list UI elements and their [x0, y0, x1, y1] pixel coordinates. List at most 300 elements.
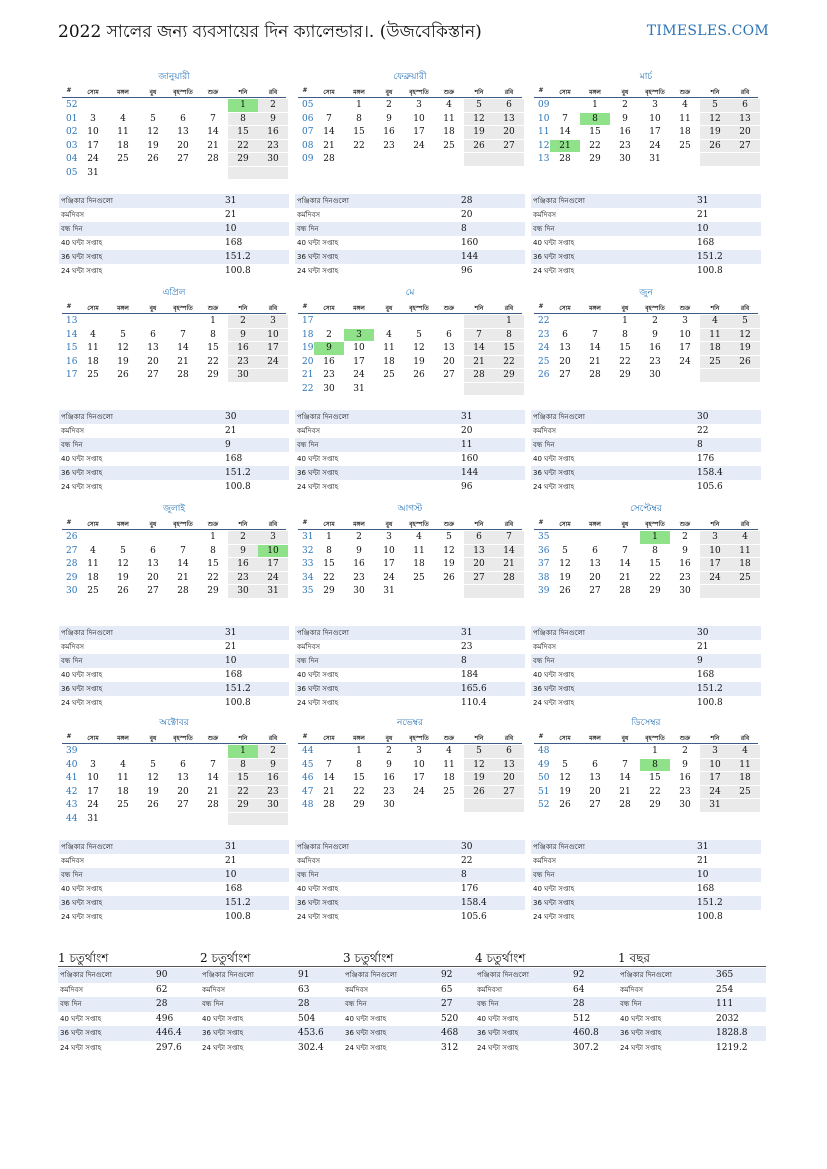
day-cell[interactable]: 3	[258, 315, 288, 328]
day-cell[interactable]: 19	[117, 356, 129, 367]
day-cell[interactable]: 22	[589, 140, 601, 151]
day-cell[interactable]: 29	[494, 369, 524, 382]
day-cell[interactable]: 11	[413, 545, 425, 556]
day-cell[interactable]: 23	[228, 572, 258, 585]
day-cell[interactable]: 18	[443, 127, 455, 137]
day-cell[interactable]: 21	[177, 572, 189, 583]
day-cell[interactable]: 1	[622, 316, 628, 326]
day-cell[interactable]: 17	[679, 343, 691, 353]
day-cell[interactable]: 28	[494, 572, 524, 585]
day-cell[interactable]: 20	[177, 140, 189, 151]
day-cell[interactable]: 7	[592, 329, 598, 340]
day-cell[interactable]: 12	[464, 113, 494, 126]
day-cell[interactable]: 24	[649, 140, 661, 151]
day-cell[interactable]: 25	[383, 370, 395, 380]
day-cell[interactable]: 22	[494, 356, 524, 369]
day-cell[interactable]: 24	[258, 356, 288, 369]
day-cell[interactable]: 17	[700, 558, 730, 571]
day-cell[interactable]: 28	[207, 154, 219, 164]
day-cell[interactable]: 18	[117, 140, 129, 151]
day-cell[interactable]: 12	[147, 127, 159, 137]
day-cell[interactable]: 14	[589, 343, 601, 353]
day-cell[interactable]: 11	[87, 343, 99, 353]
day-cell[interactable]: 7	[494, 531, 524, 544]
day-cell[interactable]: 27	[559, 370, 571, 380]
day-cell[interactable]: 26	[117, 586, 129, 596]
day-cell[interactable]: 31	[383, 586, 395, 596]
day-cell[interactable]: 25	[679, 140, 691, 151]
day-cell[interactable]: 8	[652, 545, 658, 556]
day-cell[interactable]: 26	[700, 140, 730, 153]
day-cell[interactable]: 5	[150, 113, 156, 124]
day-cell[interactable]: 16	[228, 558, 258, 571]
day-cell[interactable]: 20	[494, 126, 524, 139]
day-cell[interactable]: 18	[443, 773, 455, 783]
day-cell[interactable]: 28	[619, 586, 631, 596]
day-cell[interactable]: 23	[258, 786, 288, 799]
day-cell[interactable]: 2	[682, 532, 688, 542]
day-cell[interactable]: 30	[228, 585, 258, 598]
day-cell[interactable]: 9	[386, 759, 392, 770]
day-cell[interactable]: 23	[258, 140, 288, 153]
day-cell[interactable]: 24	[87, 800, 99, 810]
day-cell[interactable]: 22	[353, 786, 365, 797]
day-cell[interactable]: 4	[446, 746, 452, 756]
day-cell[interactable]: 14	[207, 127, 219, 137]
day-cell[interactable]: 14	[207, 773, 219, 783]
day-cell[interactable]: 30	[679, 586, 691, 596]
day-cell[interactable]: 8	[622, 329, 628, 340]
day-cell[interactable]: 25	[87, 586, 99, 596]
day-cell[interactable]: 5	[150, 759, 156, 770]
day-cell[interactable]: 21	[619, 786, 631, 797]
day-cell[interactable]: 16	[323, 356, 335, 367]
day-cell[interactable]: 10	[383, 545, 395, 556]
day-cell[interactable]: 27	[147, 370, 159, 380]
day-cell[interactable]: 30	[619, 154, 631, 164]
day-cell[interactable]: 23	[383, 786, 395, 797]
day-cell[interactable]: 13	[559, 343, 571, 353]
day-cell[interactable]: 8	[228, 759, 258, 772]
day-cell[interactable]: 3	[416, 100, 422, 110]
day-cell[interactable]: 4	[120, 759, 126, 770]
day-cell[interactable]: 24	[413, 786, 425, 797]
day-cell[interactable]: 13	[589, 559, 601, 569]
day-cell[interactable]: 28	[207, 800, 219, 810]
day-cell[interactable]: 12	[413, 343, 425, 353]
day-cell[interactable]: 21	[494, 558, 524, 571]
day-cell[interactable]: 2	[258, 99, 288, 112]
day-cell[interactable]: 25	[730, 786, 760, 799]
day-cell[interactable]: 20	[494, 772, 524, 785]
day-cell[interactable]: 10	[87, 773, 99, 783]
day-cell[interactable]: 30	[258, 799, 288, 812]
day-cell[interactable]: 27	[464, 572, 494, 585]
day-cell[interactable]: 22	[228, 786, 258, 799]
day-cell[interactable]: 18	[383, 356, 395, 367]
day-cell[interactable]: 6	[562, 329, 568, 340]
day-cell[interactable]: 30	[383, 800, 395, 810]
day-cell[interactable]: 31	[700, 799, 730, 812]
day-cell[interactable]: 13	[494, 113, 524, 126]
day-cell[interactable]: 7	[464, 329, 494, 342]
day-cell[interactable]: 19	[730, 342, 760, 355]
day-cell[interactable]: 12	[559, 559, 571, 569]
day-cell[interactable]: 23	[383, 140, 395, 151]
day-cell[interactable]: 15	[228, 772, 258, 785]
day-cell[interactable]: 5	[730, 315, 760, 328]
day-cell[interactable]: 3	[652, 100, 658, 110]
day-cell[interactable]: 1	[652, 746, 658, 756]
day-cell[interactable]: 10	[649, 113, 661, 124]
day-cell[interactable]: 17	[383, 559, 395, 569]
day-cell[interactable]: 26	[730, 356, 760, 369]
day-cell[interactable]: 6	[494, 745, 524, 758]
day-cell[interactable]: 15	[228, 126, 258, 139]
day-cell[interactable]: 6	[494, 99, 524, 112]
day-cell[interactable]: 1	[356, 100, 362, 110]
day-cell[interactable]: 26	[117, 370, 129, 380]
day-cell[interactable]: 3	[90, 759, 96, 770]
day-cell[interactable]: 2	[228, 315, 258, 328]
day-cell[interactable]: 18	[730, 558, 760, 571]
day-cell[interactable]: 11	[117, 773, 129, 783]
day-cell[interactable]: 17	[258, 342, 288, 355]
day-cell[interactable]: 7	[326, 113, 332, 124]
day-cell[interactable]: 22	[207, 356, 219, 367]
day-cell[interactable]: 4	[90, 545, 96, 556]
day-cell[interactable]: 9	[622, 113, 628, 124]
day-cell[interactable]: 14	[559, 127, 571, 137]
day-cell[interactable]: 20	[730, 126, 760, 139]
day-cell[interactable]: 16	[383, 127, 395, 137]
day-cell[interactable]: 16	[383, 773, 395, 783]
day-cell[interactable]: 5	[464, 745, 494, 758]
day-cell[interactable]: 23	[228, 356, 258, 369]
day-cell[interactable]: 21	[619, 572, 631, 583]
day-cell[interactable]: 12	[700, 113, 730, 126]
day-cell[interactable]: 1	[592, 100, 598, 110]
day-cell[interactable]: 26	[464, 140, 494, 153]
day-cell[interactable]: 11	[700, 329, 730, 342]
day-cell[interactable]: 10	[413, 759, 425, 770]
day-cell[interactable]: 4	[700, 315, 730, 328]
day-cell[interactable]: 19	[559, 572, 571, 583]
day-cell[interactable]: 21	[589, 356, 601, 367]
day-cell[interactable]: 28	[177, 586, 189, 596]
day-cell[interactable]: 13	[464, 545, 494, 558]
day-cell[interactable]: 12	[730, 329, 760, 342]
day-cell[interactable]: 10	[258, 545, 288, 558]
day-cell[interactable]: 7	[326, 759, 332, 770]
day-cell[interactable]: 8	[356, 759, 362, 770]
day-cell[interactable]: 6	[180, 759, 186, 770]
day-cell[interactable]: 14	[177, 343, 189, 353]
day-cell[interactable]: 24	[353, 370, 365, 380]
day-cell[interactable]: 16	[619, 127, 631, 137]
day-cell[interactable]: 31	[87, 813, 99, 824]
day-cell[interactable]: 13	[177, 773, 189, 783]
day-cell[interactable]: 17	[700, 772, 730, 785]
day-cell[interactable]: 18	[679, 127, 691, 137]
day-cell[interactable]: 18	[730, 772, 760, 785]
day-cell[interactable]: 17	[413, 773, 425, 783]
day-cell[interactable]: 27	[147, 586, 159, 596]
day-cell[interactable]: 18	[87, 572, 99, 583]
day-cell[interactable]: 26	[443, 572, 455, 583]
day-cell[interactable]: 8	[228, 113, 258, 126]
day-cell[interactable]: 2	[326, 329, 332, 340]
day-cell[interactable]: 17	[353, 356, 365, 367]
day-cell[interactable]: 14	[177, 559, 189, 569]
day-cell[interactable]: 18	[117, 786, 129, 797]
day-cell[interactable]: 10	[679, 329, 691, 340]
day-cell[interactable]: 20	[177, 786, 189, 797]
day-cell[interactable]: 20	[589, 572, 601, 583]
day-cell[interactable]: 24	[87, 154, 99, 164]
day-cell[interactable]: 29	[649, 586, 661, 596]
day-cell[interactable]: 5	[700, 99, 730, 112]
day-cell[interactable]: 6	[592, 545, 598, 556]
day-cell[interactable]: 23	[679, 572, 691, 583]
day-cell[interactable]: 2	[228, 531, 258, 544]
day-cell[interactable]: 15	[649, 773, 661, 783]
day-cell[interactable]: 3	[90, 113, 96, 124]
day-cell[interactable]: 1	[228, 745, 258, 758]
day-cell[interactable]: 6	[150, 329, 156, 340]
day-cell[interactable]: 20	[147, 572, 159, 583]
day-cell[interactable]: 23	[323, 370, 335, 380]
day-cell[interactable]: 8	[494, 329, 524, 342]
day-cell[interactable]: 24	[679, 356, 691, 367]
day-cell[interactable]: 4	[730, 745, 760, 758]
day-cell[interactable]: 27	[494, 786, 524, 799]
day-cell[interactable]: 27	[443, 370, 455, 380]
day-cell[interactable]: 6	[180, 113, 186, 124]
day-cell[interactable]: 28	[464, 369, 494, 382]
day-cell[interactable]: 8	[580, 113, 610, 126]
day-cell[interactable]: 6	[592, 759, 598, 770]
day-cell[interactable]: 21	[464, 356, 494, 369]
day-cell[interactable]: 7	[180, 329, 186, 340]
brand-logo-text[interactable]: TIMESLES.COM	[646, 23, 769, 39]
day-cell[interactable]: 15	[353, 773, 365, 783]
day-cell[interactable]: 6	[464, 531, 494, 544]
day-cell[interactable]: 11	[87, 559, 99, 569]
day-cell[interactable]: 25	[87, 370, 99, 380]
day-cell[interactable]: 9	[682, 759, 688, 770]
day-cell[interactable]: 15	[323, 559, 335, 569]
day-cell[interactable]: 27	[494, 140, 524, 153]
day-cell[interactable]: 18	[87, 356, 99, 367]
day-cell[interactable]: 4	[682, 100, 688, 110]
day-cell[interactable]: 2	[652, 316, 658, 326]
day-cell[interactable]: 11	[117, 127, 129, 137]
day-cell[interactable]: 20	[443, 356, 455, 367]
day-cell[interactable]: 1	[210, 316, 216, 326]
day-cell[interactable]: 27	[177, 800, 189, 810]
day-cell[interactable]: 25	[117, 154, 129, 164]
day-cell[interactable]: 15	[494, 342, 524, 355]
day-cell[interactable]: 2	[386, 100, 392, 110]
day-cell[interactable]: 19	[117, 572, 129, 583]
day-cell[interactable]: 3	[700, 745, 730, 758]
day-cell[interactable]: 14	[323, 773, 335, 783]
day-cell[interactable]: 14	[619, 559, 631, 569]
day-cell[interactable]: 29	[323, 586, 335, 596]
day-cell[interactable]: 10	[700, 759, 730, 772]
day-cell[interactable]: 15	[207, 559, 219, 569]
day-cell[interactable]: 22	[228, 140, 258, 153]
day-cell[interactable]: 13	[147, 559, 159, 569]
day-cell[interactable]: 23	[679, 786, 691, 797]
day-cell[interactable]: 5	[120, 545, 126, 556]
day-cell[interactable]: 31	[649, 154, 661, 164]
day-cell[interactable]: 25	[443, 786, 455, 797]
day-cell[interactable]: 20	[464, 558, 494, 571]
day-cell[interactable]: 8	[356, 113, 362, 124]
day-cell[interactable]: 17	[87, 786, 99, 797]
day-cell[interactable]: 9	[386, 113, 392, 124]
day-cell[interactable]: 4	[416, 532, 422, 542]
day-cell[interactable]: 29	[649, 800, 661, 810]
day-cell[interactable]: 24	[258, 572, 288, 585]
day-cell[interactable]: 19	[147, 786, 159, 797]
day-cell[interactable]: 16	[228, 342, 258, 355]
day-cell[interactable]: 1	[494, 315, 524, 328]
day-cell[interactable]: 8	[210, 545, 216, 556]
day-cell[interactable]: 16	[258, 126, 288, 139]
day-cell[interactable]: 4	[90, 329, 96, 340]
day-cell[interactable]: 6	[730, 99, 760, 112]
day-cell[interactable]: 12	[559, 773, 571, 783]
day-cell[interactable]: 3	[416, 746, 422, 756]
day-cell[interactable]: 14	[494, 545, 524, 558]
day-cell[interactable]: 17	[649, 127, 661, 137]
day-cell[interactable]: 12	[464, 759, 494, 772]
day-cell[interactable]: 3	[700, 531, 730, 544]
day-cell[interactable]: 22	[353, 140, 365, 151]
day-cell[interactable]: 27	[589, 800, 601, 810]
day-cell[interactable]: 19	[443, 559, 455, 569]
day-cell[interactable]: 4	[730, 531, 760, 544]
day-cell[interactable]: 16	[353, 559, 365, 569]
day-cell[interactable]: 15	[589, 127, 601, 137]
day-cell[interactable]: 20	[559, 356, 571, 367]
day-cell[interactable]: 26	[464, 786, 494, 799]
day-cell[interactable]: 19	[413, 356, 425, 367]
day-cell[interactable]: 1	[356, 746, 362, 756]
day-cell[interactable]: 12	[117, 559, 129, 569]
day-cell[interactable]: 9	[258, 113, 288, 126]
day-cell[interactable]: 2	[356, 532, 362, 542]
day-cell[interactable]: 1	[228, 99, 258, 112]
day-cell[interactable]: 4	[446, 100, 452, 110]
day-cell[interactable]: 24	[700, 572, 730, 585]
day-cell[interactable]: 14	[619, 773, 631, 783]
day-cell[interactable]: 26	[147, 800, 159, 810]
day-cell[interactable]: 13	[147, 343, 159, 353]
day-cell[interactable]: 29	[207, 370, 219, 380]
day-cell[interactable]: 3	[344, 329, 374, 342]
day-cell[interactable]: 21	[550, 140, 580, 153]
day-cell[interactable]: 24	[413, 140, 425, 151]
day-cell[interactable]: 23	[619, 140, 631, 151]
day-cell[interactable]: 13	[730, 113, 760, 126]
day-cell[interactable]: 27	[589, 586, 601, 596]
day-cell[interactable]: 11	[443, 113, 455, 124]
day-cell[interactable]: 5	[562, 759, 568, 770]
day-cell[interactable]: 22	[207, 572, 219, 583]
day-cell[interactable]: 9	[258, 759, 288, 772]
day-cell[interactable]: 5	[464, 99, 494, 112]
day-cell[interactable]: 25	[700, 356, 730, 369]
day-cell[interactable]: 25	[117, 800, 129, 810]
day-cell[interactable]: 31	[258, 585, 288, 598]
day-cell[interactable]: 22	[619, 356, 631, 367]
day-cell[interactable]: 29	[589, 154, 601, 164]
day-cell[interactable]: 20	[589, 786, 601, 797]
day-cell[interactable]: 1	[326, 532, 332, 542]
day-cell[interactable]: 5	[562, 545, 568, 556]
day-cell[interactable]: 21	[323, 140, 335, 151]
day-cell[interactable]: 17	[87, 140, 99, 151]
day-cell[interactable]: 11	[679, 113, 691, 124]
day-cell[interactable]: 28	[559, 154, 571, 164]
day-cell[interactable]: 28	[619, 800, 631, 810]
day-cell[interactable]: 21	[207, 140, 219, 151]
day-cell[interactable]: 10	[700, 545, 730, 558]
day-cell[interactable]: 18	[700, 342, 730, 355]
day-cell[interactable]: 24	[700, 786, 730, 799]
day-cell[interactable]: 7	[562, 113, 568, 124]
day-cell[interactable]: 15	[649, 559, 661, 569]
day-cell[interactable]: 3	[682, 316, 688, 326]
day-cell[interactable]: 17	[258, 558, 288, 571]
day-cell[interactable]: 5	[120, 329, 126, 340]
day-cell[interactable]: 7	[622, 759, 628, 770]
day-cell[interactable]: 3	[386, 532, 392, 542]
day-cell[interactable]: 9	[652, 329, 658, 340]
day-cell[interactable]: 22	[323, 572, 335, 583]
day-cell[interactable]: 12	[117, 343, 129, 353]
day-cell[interactable]: 30	[258, 153, 288, 166]
day-cell[interactable]: 9	[682, 545, 688, 556]
day-cell[interactable]: 9	[314, 342, 344, 355]
day-cell[interactable]: 14	[323, 127, 335, 137]
day-cell[interactable]: 26	[559, 800, 571, 810]
day-cell[interactable]: 25	[413, 572, 425, 583]
day-cell[interactable]: 29	[619, 370, 631, 380]
day-cell[interactable]: 27	[730, 140, 760, 153]
day-cell[interactable]: 25	[730, 572, 760, 585]
day-cell[interactable]: 13	[589, 773, 601, 783]
day-cell[interactable]: 31	[353, 383, 365, 394]
day-cell[interactable]: 7	[210, 759, 216, 770]
day-cell[interactable]: 6	[446, 329, 452, 340]
day-cell[interactable]: 8	[640, 759, 670, 772]
day-cell[interactable]: 30	[649, 370, 661, 380]
day-cell[interactable]: 11	[383, 343, 395, 353]
day-cell[interactable]: 12	[443, 545, 455, 556]
day-cell[interactable]: 28	[177, 370, 189, 380]
day-cell[interactable]: 2	[386, 746, 392, 756]
day-cell[interactable]: 26	[559, 586, 571, 596]
day-cell[interactable]: 16	[679, 559, 691, 569]
day-cell[interactable]: 28	[323, 154, 335, 164]
day-cell[interactable]: 10	[413, 113, 425, 124]
day-cell[interactable]: 10	[258, 329, 288, 342]
